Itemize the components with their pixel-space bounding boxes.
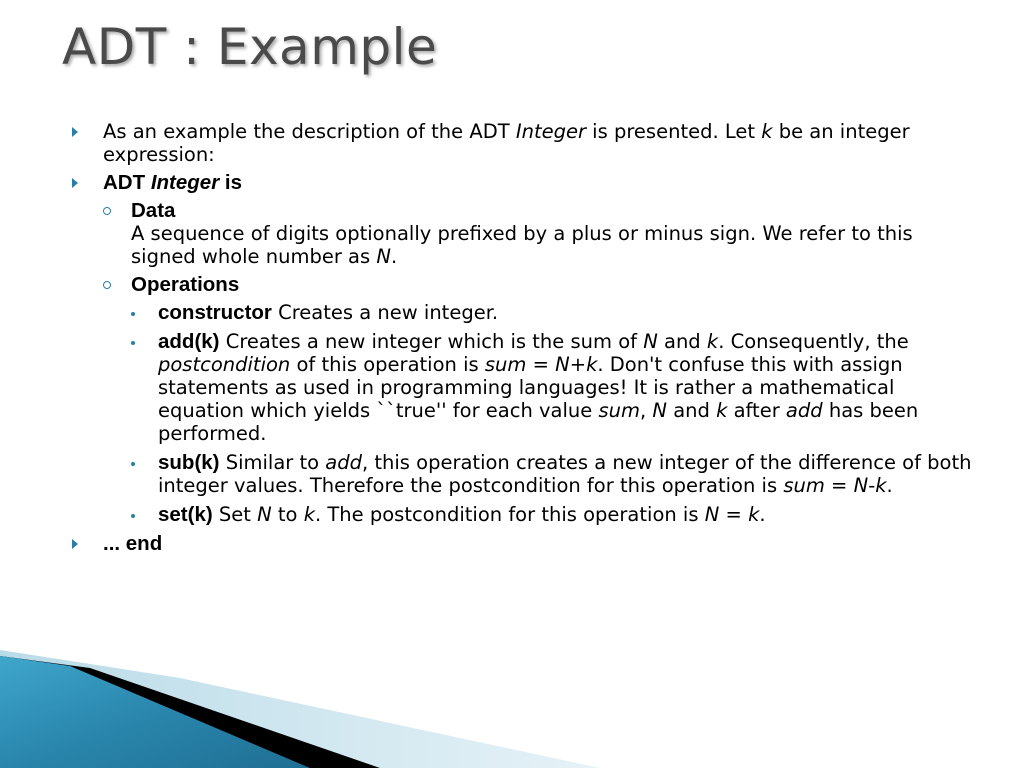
add-text: Creates a new integer which is the sum of N and k. Consequently, the postcondition of this operation is sum = N+k. Don't confuse this with assign statements as used in programming languages! It is rather a mathematical equation which yields ``true'' for each value sum, N and k after add has been performed. <box>158 330 919 445</box>
operations-heading: Operations <box>131 273 240 296</box>
triangle-bullet-icon <box>72 120 78 145</box>
bullet-end <box>72 532 972 555</box>
triangle-bullet-icon <box>72 532 78 557</box>
adt-header-text: ADT Integer is <box>103 171 242 194</box>
bullet-operations <box>72 273 972 296</box>
constructor-text: Creates a new integer. <box>271 301 499 324</box>
circle-bullet-icon <box>103 273 111 297</box>
bullet-add <box>72 330 972 445</box>
sub-text: Similar to add, this operation creates a new integer of the difference of both integer values. Therefore the postcondition for this operation is sum = N-k. <box>158 451 972 497</box>
triangle-bullet-icon <box>72 171 78 196</box>
intro-text: As an example the description of the ADT Integer is presented. Let k be an integer expression: <box>103 120 910 166</box>
dot-bullet-icon <box>131 301 135 324</box>
dot-bullet-icon <box>131 451 135 474</box>
sub-name: sub(k) <box>158 451 220 474</box>
dot-bullet-icon <box>131 503 135 526</box>
slide-body <box>72 120 972 560</box>
bullet-set <box>72 503 972 526</box>
constructor-name: constructor <box>158 301 272 324</box>
end-text: ... end <box>103 532 163 555</box>
bullet-sub <box>72 451 972 497</box>
slide-decoration <box>0 638 1024 768</box>
data-heading: Data <box>131 199 176 222</box>
add-name: add(k) <box>158 330 220 353</box>
bullet-data <box>72 199 972 268</box>
set-text: Set N to k. The postcondition for this operation is N = k. <box>212 503 766 526</box>
bullet-constructor <box>72 301 972 324</box>
bullet-intro <box>72 120 972 166</box>
bullet-adt-header <box>72 171 972 194</box>
set-name: set(k) <box>158 503 213 526</box>
dot-bullet-icon <box>131 330 135 353</box>
slide-title: ADT : Example <box>62 18 438 76</box>
data-description: A sequence of digits optionally prefixed by a plus or minus sign. We refer to this signed whole number as N. <box>131 222 913 268</box>
circle-bullet-icon <box>103 199 111 223</box>
